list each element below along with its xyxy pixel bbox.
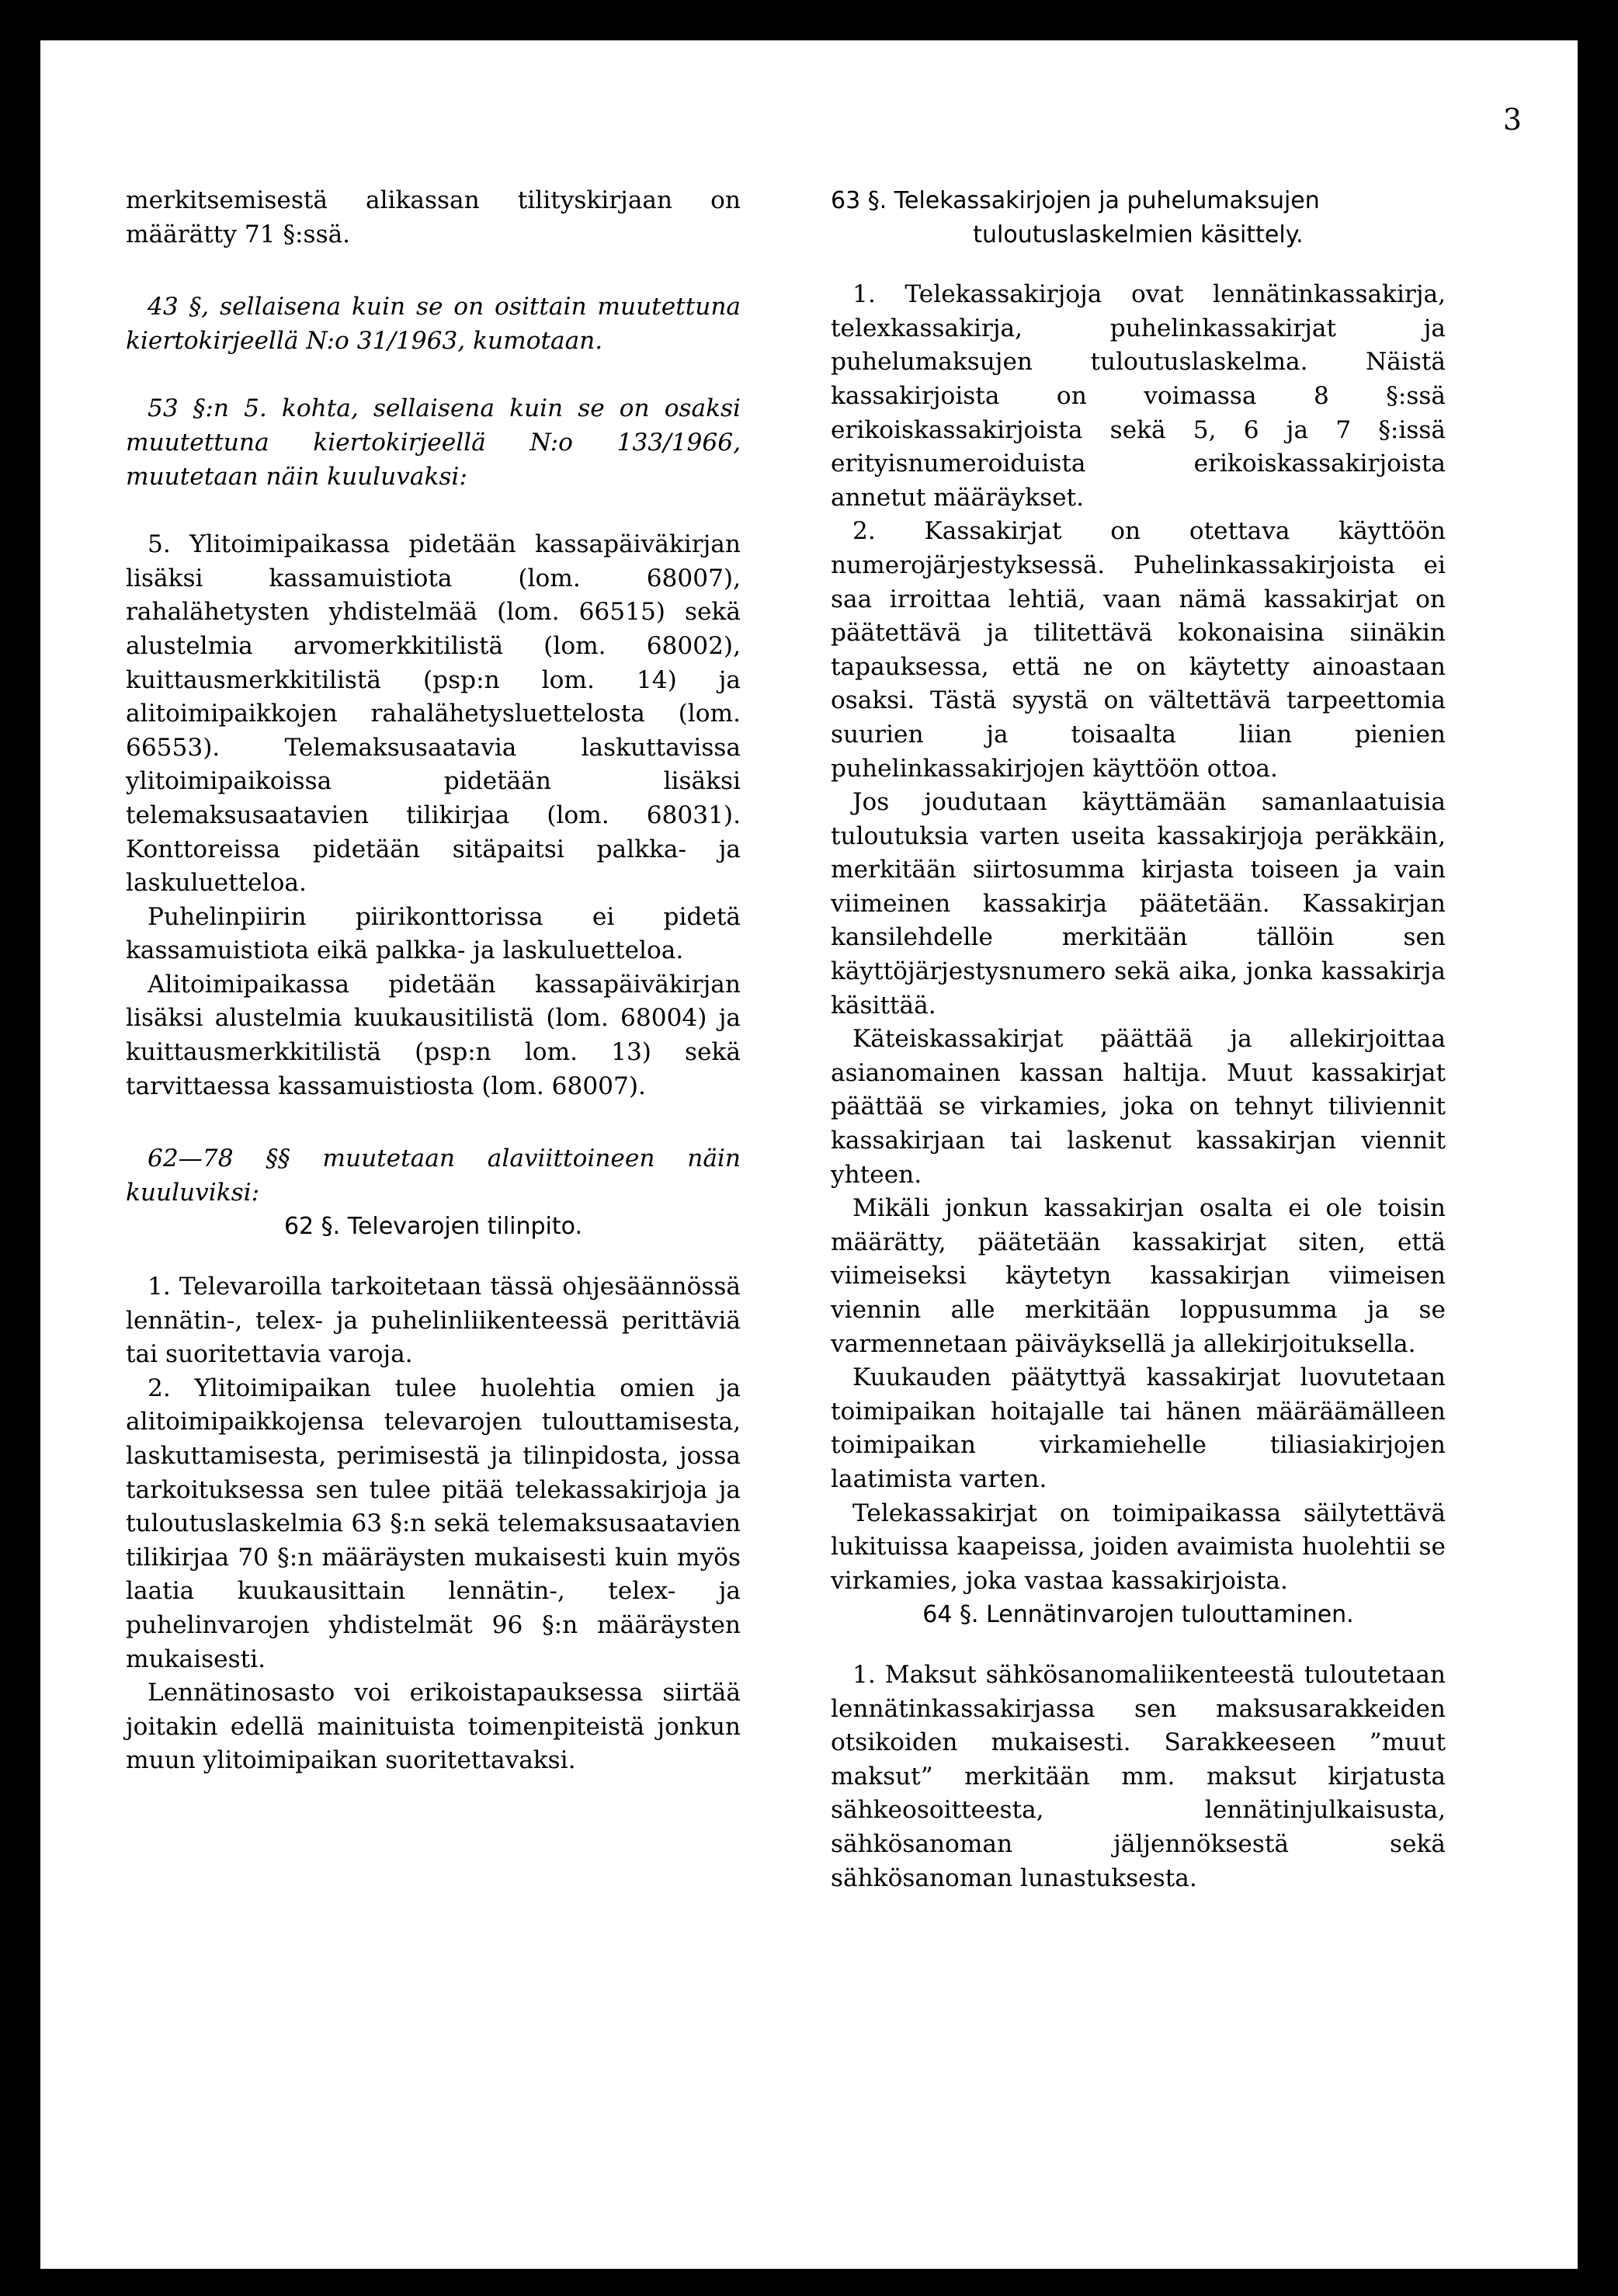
paragraph: 1. Telekassakirjoja ovat lennätinkassakirja, telexkassakirja, puhelinkassakirjat ja puhelumaksujen tuloutuslaskelma. Näistä kassakirjoista on voimassa 8 §:ssä erikoiskassakirjoista sekä 5, 6 ja 7 §:issä erityisnumeroiduista erikoiskassakirjoista annetut määräykset.: [831, 280, 1446, 512]
section-heading: 62 §. Televarojen tilinpito.: [283, 1213, 583, 1241]
paragraph: Jos joudutaan käyttämään samanlaatuisia tuloutuksia varten useita kassakirjoja peräkkäin, merkitään siirtosumma kirjasta toiseen ja vain viimeinen kassakirja päätetään. Kassakirjan kansilehdelle merkitään tällöin sen käyttöjärjestysnumero sekä aika, jonka kassakirja käsittää.: [831, 788, 1446, 1019]
paragraph: Alitoimipaikassa pidetään kassapäiväkirjan lisäksi alustelmia kuukausitilistä (lom. 68004) ja kuittausmerkkitilistä (psp:n lom. 13) sekä tarvittaessa kassamuistiosta (lom. 68007).: [126, 970, 741, 1100]
section-heading-continuation: tuloutuslaskelmien käsittely.: [973, 221, 1304, 248]
paragraph: Kuukauden päätyttyä kassakirjat luovutetaan toimipaikan hoitajalle tai hänen määräämälleen toimipaikan virkamiehelle tiliasiakirjojen laatimista varten.: [831, 1363, 1446, 1493]
paragraph: 1. Maksut sähkösanomaliikenteestä tuloutetaan lennätinkassakirjassa sen maksusarakkeiden otsikoiden mukaisesti. Sarakkeeseen ”muut maksut” merkitään mm. maksut kirjatusta sähkeosoitteesta, lennätinjulkaisusta, sähkösanoman jäljennöksestä sekä sähkösanoman lunastuksesta.: [831, 1660, 1446, 1892]
left-column: [126, 184, 741, 1778]
paragraph: Lennätinosasto voi erikoistapauksessa siirtää joitakin edellä mainituista toimenpiteistä jonkun muun ylitoimipaikan suoritettavaksi.: [126, 1679, 741, 1775]
paragraph: 2. Ylitoimipaikan tulee huolehtia omien ja alitoimipaikkojensa televarojen tulouttamisesta, laskuttamisesta, perimisestä ja tilinpidosta, jossa tarkoituksessa sen tulee pitää telekassakirjoja ja tuloutuslaskelmia 63 §:n sekä telemaksusaatavien tilikirjaa 70 §:n määräysten mukaisesti kuin myös laatia kuukausittain lennätin-, telex- ja puhelinvarojen yhdistelmät 96 §:n määräysten mukaisesti.: [126, 1374, 741, 1673]
paragraph: 5. Ylitoimipaikassa pidetään kassapäiväkirjan lisäksi kassamuistiota (lom. 68007), rahalähetysten yhdistelmää (lom. 66515) sekä alustelmia arvomerkkitilistä (lom. 68002), kuittausmerkkitilistä (psp:n lom. 14) ja alitoimipaikkojen rahalähetysluettelosta (lom. 66553). Telemaksusaatavia laskuttavissa ylitoimipaikoissa pidetään lisäksi telemaksusaatavien tilikirjaa (lom. 68031). Konttoreissa pidetään sitäpaitsi palkka- ja laskuluetteloa.: [126, 530, 741, 898]
amendment-note: 62—78 §§ muutetaan alaviittoineen näin kuuluviksi:: [126, 1145, 741, 1207]
right-column: [831, 184, 1446, 1895]
amendment-note: 43 §, sellaisena kuin se on osittain muutettuna kiertokirjeellä N:o 31/1963, kumotaan.: [126, 293, 741, 355]
paragraph: Puhelinpiirin piirikonttorissa ei pidetä kassamuistiota eikä palkka- ja laskuluetteloa.: [126, 902, 741, 965]
section-heading: 64 §. Lennätinvarojen tulouttaminen.: [922, 1601, 1354, 1629]
paragraph: Käteiskassakirjat päättää ja allekirjoittaa asianomainen kassan haltija. Muut kassakirjat päättää se virkamies, joka on tehnyt tiliviennit kassakirjaan tai laskenut kassakirjan viennit yhteen.: [831, 1025, 1446, 1189]
paragraph: Mikäli jonkun kassakirjan osalta ei ole toisin määrätty, päätetään kassakirjat siten, että viimeiseksi käytetyn kassakirjan viimeisen viennin alle merkitään loppusumma ja se varmennetaan päiväyksellä ja allekirjoituksella.: [831, 1194, 1446, 1358]
paragraph: merkitsemisestä alikassan tilityskirjaan on määrätty 71 §:ssä.: [126, 186, 741, 248]
section-heading: 63 §. Telekassakirjojen ja puhelumaksujen: [831, 187, 1320, 214]
amendment-note: 53 §:n 5. kohta, sellaisena kuin se on osaksi muutettuna kiertokirjeellä N:o 133/1966, muutetaan näin kuuluvaksi:: [126, 394, 741, 491]
paragraph: 1. Televaroilla tarkoitetaan tässä ohjesäännössä lennätin-, telex- ja puhelinliikenteessä perittäviä tai suoritettavia varoja.: [126, 1273, 741, 1369]
document-page: [40, 40, 1578, 2269]
paragraph: Telekassakirjat on toimipaikassa säilytettävä lukituissa kaapeissa, joiden avaimista huolehtii se virkamies, joka vastaa kassakirjoista.: [831, 1499, 1446, 1595]
paragraph: 2. Kassakirjat on otettava käyttöön numerojärjestyksessä. Puhelinkassakirjoista ei saa irroittaa lehtiä, vaan nämä kassakirjat on päätettävä ja tilitettävä kokonaisina siinäkin tapauksessa, että ne on käytetty ainoastaan osaksi. Tästä syystä on vältettävä tarpeettomia suurien ja toisaalta liian pienien puhelinkassakirjojen käyttöön ottoa.: [831, 517, 1446, 783]
page-number: 3: [1502, 102, 1522, 137]
